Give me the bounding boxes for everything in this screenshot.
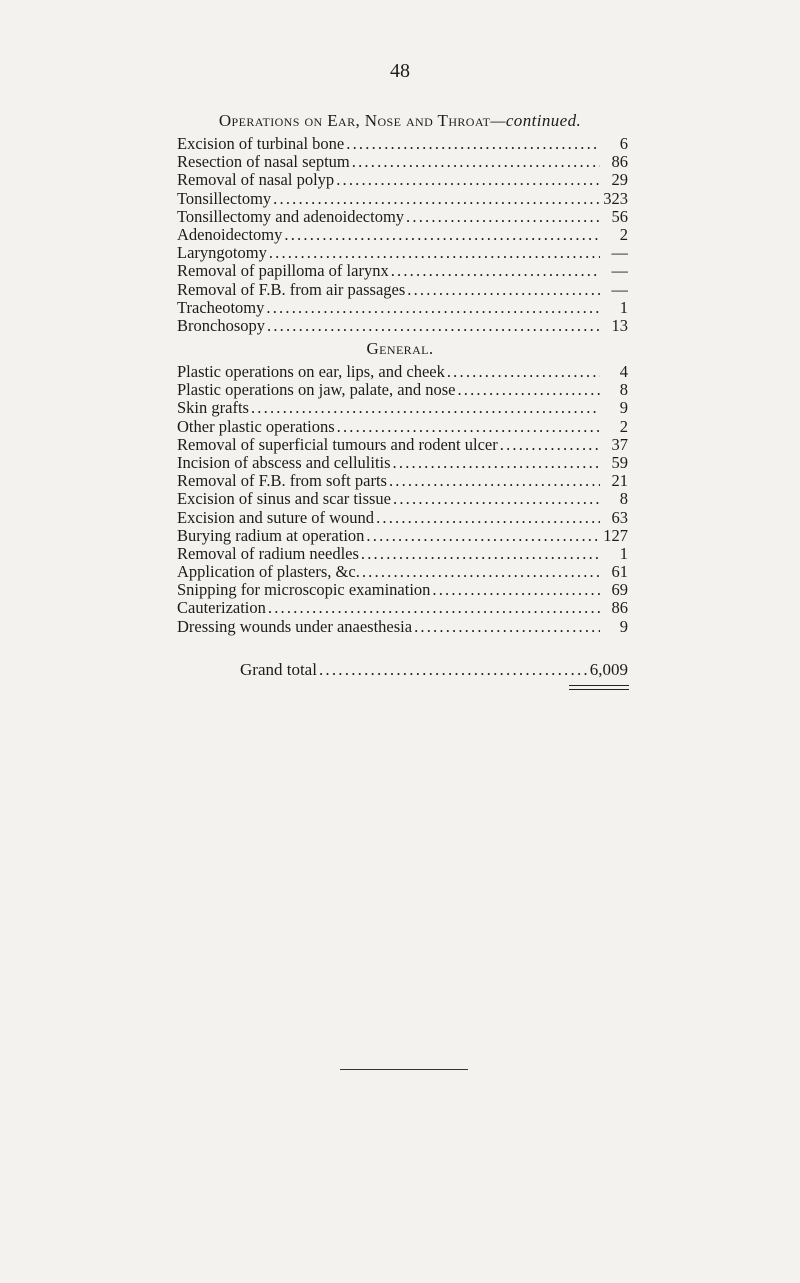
operation-count: 69 [611,581,628,600]
operation-count: 61 [611,563,628,582]
list-item [177,190,628,208]
list-item [177,454,628,472]
total-double-rule [569,685,629,690]
operation-count: 1 [619,298,628,317]
list-item [177,299,628,317]
list-item [177,208,628,226]
list-item [177,418,628,436]
operation-count: 86 [611,599,628,618]
operation-label: Removal of radium needles [177,544,359,563]
operation-label: Removal of nasal polyp [177,171,335,190]
operation-label: Cauterization [177,599,266,618]
grand-total [240,659,628,681]
leader-dots [366,527,600,545]
operation-count: 127 [603,526,628,545]
section-heading-general: General. [366,339,434,358]
leader-dots [447,363,600,381]
list-item [177,135,628,153]
list-item [177,171,628,189]
operation-label: Incision of abscess and cellulitis [177,453,391,472]
list-item [177,381,628,399]
list-item [177,599,628,617]
leader-dots [337,418,600,436]
operation-count: 8 [619,490,628,509]
operation-count: 37 [611,435,628,454]
leader-dots [284,226,600,244]
operation-label: Adenoidectomy [177,225,283,244]
list-item [177,363,628,381]
grand-total-value: 6,009 [589,660,628,679]
leader-dots [500,436,600,454]
leader-dots [376,509,600,527]
operation-count: 4 [619,363,628,381]
operation-count: — [611,262,628,281]
ent-operations-list [177,135,628,335]
operation-count: 8 [619,381,628,400]
operation-count: 86 [611,153,628,172]
list-item [177,317,628,335]
leader-dots [266,299,600,317]
operation-count: 2 [619,417,628,436]
leader-dots [389,472,600,490]
list-item [177,618,628,636]
operation-label: Excision and suture of wound [177,508,375,527]
operation-count: 9 [619,399,628,418]
list-item [177,527,628,545]
operation-label: Excision of sinus and scar tissue [177,490,392,509]
operation-label: Removal of F.B. from soft parts [177,472,387,491]
leader-dots [352,153,600,171]
operation-label: Snipping for microscopic examination [177,581,431,600]
leader-dots [457,381,600,399]
operation-label: Bronchosopy [177,316,265,335]
operation-count: 21 [611,472,628,491]
leader-dots [251,399,600,417]
grand-total-label: Grand total [240,660,317,679]
operation-label: Resection of nasal septum [177,153,350,172]
leader-dots [361,545,600,563]
operation-count: 59 [611,453,628,472]
list-item [177,509,628,527]
operation-label: Plastic operations on ear, lips, and cheek [177,363,445,381]
leader-dots [268,599,600,617]
leader-dots [273,190,600,208]
operation-count: 6 [619,135,628,153]
page-number: 48 [390,60,410,82]
list-item [177,262,628,280]
leader-dots [267,317,600,335]
leader-dots [414,618,600,636]
grand-total-row [240,659,628,681]
leader-dots [407,281,600,299]
operation-label: Tracheotomy [177,298,265,317]
operation-label: Other plastic operations [177,417,335,436]
leader-dots [393,490,600,508]
leader-dots [432,581,600,599]
list-item [177,472,628,490]
operation-label: Dressing wounds under anaesthesia [177,617,413,636]
list-item [177,490,628,508]
operation-count: 13 [611,316,628,335]
list-item [177,436,628,454]
list-item [177,244,628,262]
operation-count: — [611,244,628,263]
operation-label: Removal of superficial tumours and rodent ulcer [177,435,498,454]
operation-label: Application of plasters, &c. [177,563,360,582]
leader-dots [269,244,600,262]
list-item [177,281,628,299]
operation-label: Removal of F.B. from air passages [177,280,406,299]
operation-count: — [611,280,628,299]
operation-count: 323 [603,189,628,208]
operation-count: 56 [611,207,628,226]
list-item [177,399,628,417]
operation-count: 9 [619,617,628,636]
operation-label: Burying radium at operation [177,526,365,545]
list-item [177,153,628,171]
leader-dots [362,563,600,581]
list-item [177,226,628,244]
leader-dots [406,208,600,226]
operation-label: Excision of turbinal bone [177,135,345,153]
operation-label: Tonsillectomy [177,189,272,208]
list-item [177,545,628,563]
operation-count: 29 [611,171,628,190]
list-item [177,563,628,581]
section-heading-continued: —continued. [490,111,582,130]
operation-label: Skin grafts [177,399,249,418]
operation-count: 63 [611,508,628,527]
list-item [177,581,628,599]
general-operations-list [177,363,628,636]
leader-dots [336,171,600,189]
leader-dots [393,454,600,472]
operation-label: Removal of papilloma of larynx [177,262,389,281]
operation-label: Plastic operations on jaw, palate, and nose [177,381,456,400]
leader-dots [319,659,588,681]
leader-dots [346,135,600,153]
operation-count: 1 [619,544,628,563]
leader-dots [391,262,600,280]
section-heading-ent [0,111,800,131]
footer-rule [340,1069,468,1070]
operation-label: Tonsillectomy and adenoidectomy [177,207,405,226]
section-heading-ent-title: Operations on Ear, Nose and Throat [218,111,491,130]
operation-label: Laryngotomy [177,244,267,263]
operation-count: 2 [619,225,628,244]
